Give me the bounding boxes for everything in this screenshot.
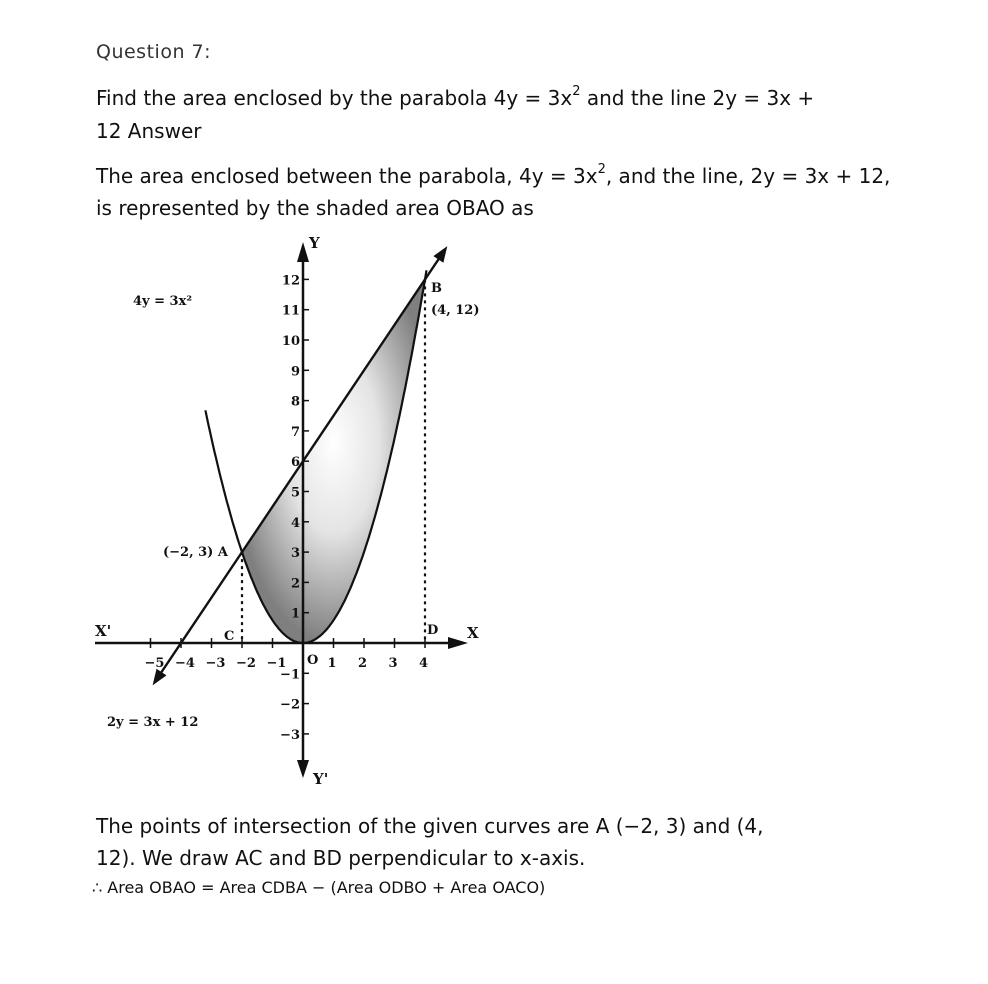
y-axis-label: Y — [309, 234, 320, 252]
x-tick-label: −3 — [205, 656, 226, 671]
x-axis-label: X — [467, 624, 479, 642]
x-tick-label: −2 — [236, 656, 256, 671]
answer-text-part: , and the line, 2y = 3x + 12, — [605, 164, 891, 188]
y-tick-label: −2 — [280, 697, 300, 713]
question-heading: Question 7: — [96, 41, 212, 63]
y-tick-label: 5 — [290, 485, 300, 501]
x-axis-neg-label: X' — [95, 622, 112, 640]
point-a-label: (−2, 3) A — [163, 545, 228, 560]
y-tick-label: 3 — [290, 546, 300, 562]
x-tick-label: −1 — [266, 656, 287, 671]
answer-text-line-2: is represented by the shaded area OBAO as — [96, 196, 534, 220]
question-text-part: and the line 2y = 3x + — [580, 86, 815, 110]
area-graph — [85, 232, 505, 792]
y-tick-label: 10 — [281, 334, 300, 349]
x-tick-label: 3 — [388, 656, 398, 671]
question-text-part: Find the area enclosed by the parabola 4y = 3x — [96, 86, 573, 110]
line-label: 2y = 3x + 12 — [107, 715, 199, 730]
answer-text-line-1 — [96, 164, 890, 188]
x-tick-label: −4 — [175, 656, 195, 671]
y-tick-label: 8 — [290, 394, 300, 410]
x-tick-label: 1 — [327, 656, 337, 671]
line-arrowhead-down — [153, 669, 167, 686]
superscript: 2 — [572, 84, 581, 100]
y-tick-label: 1 — [290, 606, 300, 622]
question-text-line-2: 12 Answer — [96, 119, 202, 143]
origin-label: O — [307, 653, 319, 668]
shaded-region-obao — [242, 279, 425, 643]
line-arrowhead-up — [433, 246, 447, 263]
area-formula-line: ∴ Area OBAO = Area CDBA − (Area ODBO + Area OACO) — [92, 878, 546, 897]
x-tick-label: −5 — [144, 656, 165, 671]
y-tick-label: 11 — [281, 303, 300, 319]
y-tick-label: −1 — [280, 667, 300, 683]
x-tick-label: 4 — [419, 656, 429, 671]
point-c-label: C — [224, 629, 235, 644]
question-text-line-1 — [96, 86, 814, 110]
y-axis-arrowhead-down — [297, 760, 309, 778]
superscript: 2 — [597, 162, 606, 178]
parabola-label: 4y = 3x² — [133, 294, 193, 309]
point-b-name: B — [431, 281, 442, 296]
y-tick-label: 7 — [290, 424, 300, 440]
points-text-line-1: The points of intersection of the given curves are A (−2, 3) and (4, — [96, 814, 764, 838]
y-tick-label: 12 — [281, 273, 300, 289]
points-text-line-2: 12). We draw AC and BD perpendicular to x-axis. — [96, 846, 586, 870]
y-tick-label: 9 — [290, 364, 300, 380]
y-tick-label: 4 — [290, 515, 300, 531]
y-tick-label: 2 — [290, 576, 300, 592]
answer-text-part: The area enclosed between the parabola, 4y = 3x — [96, 164, 598, 188]
y-tick-label: −3 — [280, 727, 300, 743]
point-b-coords: (4, 12) — [431, 303, 480, 318]
y-tick-label: 6 — [290, 455, 300, 471]
x-tick-label: 2 — [358, 656, 368, 671]
y-axis-arrowhead-up — [297, 242, 309, 262]
y-axis-neg-label: Y' — [313, 770, 329, 788]
point-d-label: D — [427, 623, 439, 638]
x-axis-arrowhead — [448, 637, 468, 649]
